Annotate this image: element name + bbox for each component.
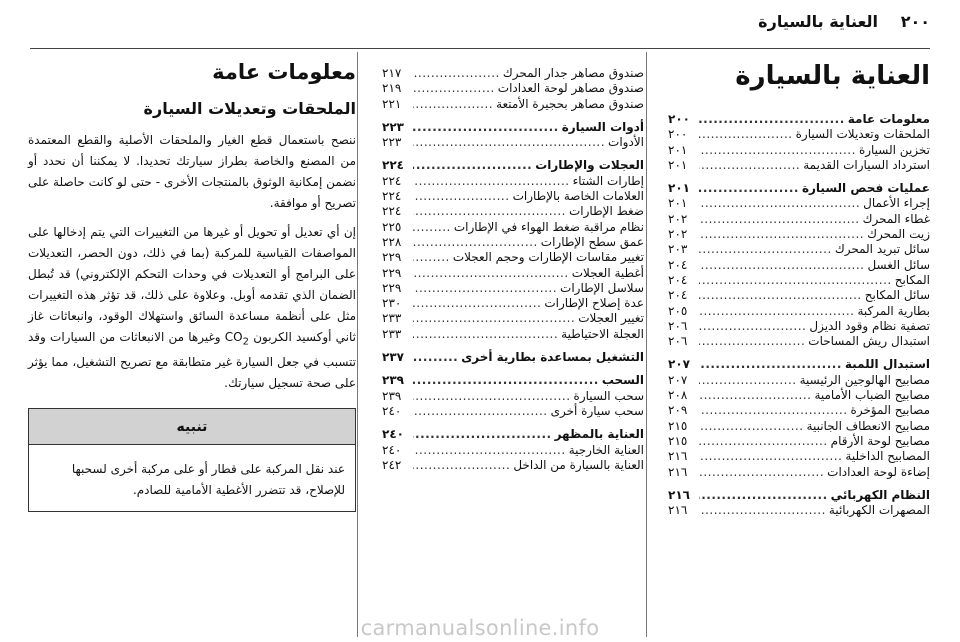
toc-section-entry[interactable]	[668, 112, 930, 127]
toc-page-number: ٢٢٤	[382, 173, 402, 188]
toc-page-number: ٢٠٧	[668, 357, 690, 372]
toc-entry-title: سحب السيارة	[573, 388, 644, 403]
toc-page-number: ٢٤٠	[382, 442, 402, 457]
toc-entry-title: تخزين السيارة	[858, 142, 930, 157]
toc-page-number: ٢١٥	[668, 433, 688, 448]
toc-entry[interactable]	[668, 288, 930, 303]
toc-leader-dots	[699, 465, 824, 480]
toc-page-number: ٢١٧	[382, 66, 402, 80]
toc-page-number: ٢١٦	[668, 449, 688, 464]
toc-leader-dots	[413, 311, 575, 326]
toc-page-number: ٢٠٦	[668, 334, 688, 349]
toc-entry[interactable]	[382, 66, 644, 81]
toc-entry[interactable]	[382, 311, 644, 326]
toc-page-number: ٢٠٢	[668, 227, 688, 242]
toc-leader-dots	[699, 373, 797, 388]
toc-entry[interactable]	[668, 158, 930, 173]
toc-entry-title: المكابح	[894, 272, 930, 287]
toc-page-number: ٢٠٠	[668, 127, 688, 142]
accessories-subheading: الملحقات وتعديلات السيارة	[143, 99, 356, 118]
toc-entry[interactable]	[382, 404, 644, 419]
toc-entry[interactable]	[668, 434, 930, 449]
toc-leader-dots	[413, 281, 557, 296]
toc-leader-dots	[413, 404, 548, 419]
toc-leader-dots	[699, 112, 845, 127]
toc-entry-title: نظام مراقبة ضغط الهواء في الإطارات	[453, 219, 644, 234]
toc-entry[interactable]	[382, 250, 644, 265]
toc-entry-title: غطاء المحرك	[862, 211, 930, 226]
toc-entry-title: العناية بالسيارة من الداخل	[513, 457, 644, 472]
toc-page-number: ٢٢٤	[382, 189, 402, 204]
toc-leader-dots	[413, 189, 510, 204]
toc-page-number: ٢٠٤	[668, 272, 688, 287]
toc-leader-dots	[413, 250, 450, 265]
toc-entry-title: استرداد السيارات القديمة	[803, 157, 930, 172]
toc-page-number: ٢٢٤	[382, 158, 404, 173]
toc-page-number: ٢٣٧	[382, 350, 404, 365]
toc-entry-title: الملحقات وتعديلات السيارة	[795, 127, 930, 142]
toc-entry[interactable]	[668, 465, 930, 480]
toc-leader-dots	[699, 288, 862, 303]
toc-page-number: ٢٠٩	[668, 403, 688, 418]
general-info-heading: معلومات عامة	[212, 60, 356, 84]
toc-entry-title: المصهرات الكهربائية	[828, 503, 930, 518]
toc-leader-dots	[699, 158, 800, 173]
toc-entry-title: معلومات عامة	[847, 112, 930, 126]
toc-entry-title: المصابيح الداخلية	[845, 449, 930, 464]
toc-leader-dots	[413, 373, 599, 388]
toc-leader-dots	[413, 220, 451, 235]
toc-page-number: ٢٠١	[668, 181, 690, 196]
toc-leader-dots	[699, 334, 805, 349]
toc-entry[interactable]	[382, 174, 644, 189]
column-divider-left	[357, 52, 358, 637]
toc-entry[interactable]	[668, 227, 930, 242]
toc-leader-dots	[699, 227, 864, 242]
toc-entry-title: مصابيح الانعطاف الجانبية	[806, 418, 930, 433]
toc-leader-dots	[413, 296, 541, 311]
toc-page-number: ٢٠٨	[668, 388, 688, 403]
notice-text: عند نقل المركبة على قطار أو على مركبة أخرى لسحبها للإصلاح، قد تتضرر الأغطية الأمامية للصادم.	[71, 462, 345, 498]
toc-leader-dots	[699, 388, 811, 403]
toc-page-number: ٢٢٣	[382, 135, 402, 150]
toc-entry-title: عمليات فحص السيارة	[801, 181, 930, 196]
toc-page-number: ٢٣٩	[382, 373, 404, 388]
toc-section-entry[interactable]	[382, 120, 644, 135]
toc-page-number: ٢٢٩	[382, 265, 402, 280]
toc-entry-title: صندوق مصاهر لوحة العدادات	[497, 81, 644, 96]
toc-entry-title: ضغط الإطارات	[569, 204, 644, 219]
toc-page-number: ٢٠٣	[668, 242, 688, 257]
toc-leader-dots	[413, 327, 558, 342]
toc-entry[interactable]	[382, 266, 644, 281]
toc-column-right	[668, 58, 930, 518]
toc-leader-dots	[699, 304, 854, 319]
toc-entry[interactable]	[382, 281, 644, 296]
toc-section-entry[interactable]	[668, 357, 930, 372]
co2-subscript: 2	[242, 336, 249, 348]
toc-entry[interactable]	[668, 334, 930, 349]
toc-entry-title: صندوق مصاهر جدار المحرك	[502, 66, 644, 80]
toc-leader-dots	[699, 143, 856, 158]
accessories-paragraph-2	[28, 222, 356, 394]
toc-entry-title: إجراء الأعمال	[863, 196, 930, 211]
toc-page-number: ٢٢٩	[382, 250, 402, 265]
toc-entry[interactable]	[382, 135, 644, 150]
toc-entry[interactable]	[668, 403, 930, 418]
toc-leader-dots	[413, 389, 571, 404]
toc-entry[interactable]	[382, 204, 644, 219]
toc-leader-dots	[699, 357, 842, 372]
toc-column-middle	[382, 66, 644, 473]
toc-leader-dots	[699, 419, 804, 434]
toc-entry-title: تغيير العجلات	[578, 311, 644, 326]
toc-entry[interactable]	[668, 419, 930, 434]
toc-entry[interactable]	[382, 220, 644, 235]
toc-entry-title: إطارات الشتاء	[572, 173, 644, 188]
accessories-paragraph-1: ننصح باستعمال قطع الغيار والملحقات الأصلية والقطع المعتمدة من المصنع والخاصة بطراز سيارتك تحديدا. لا يمكننا أن نحدد أو نضمن إمكانية الوثوق بالمنتجات الأخرى - حتى لو كانت حاصلة على تصريح أو موافقة.	[28, 133, 356, 210]
toc-leader-dots	[413, 458, 510, 473]
toc-entry[interactable]	[668, 127, 930, 142]
toc-leader-dots	[413, 66, 500, 81]
page-number: ٢٠٠	[900, 12, 930, 31]
toc-page-number: ٢٠٢	[668, 211, 688, 226]
toc-page-number: ٢٤٠	[382, 427, 404, 442]
toc-entry-title: سلاسل الإطارات	[560, 280, 644, 295]
toc-entry-title: تصفية نظام وقود الديزل	[809, 318, 930, 333]
toc-page-number: ٢٣٣	[382, 326, 402, 341]
toc-entry-title: الأدوات	[608, 135, 644, 150]
toc-page-number: ٢٠١	[668, 196, 688, 211]
general-info-column	[28, 58, 356, 512]
toc-leader-dots	[413, 266, 569, 281]
toc-entry[interactable]	[382, 97, 644, 112]
toc-page-number: ٢٠٤	[668, 257, 688, 272]
toc-entry[interactable]	[382, 458, 644, 473]
toc-page-number: ٢٤٠	[382, 403, 402, 418]
toc-leader-dots	[699, 503, 826, 518]
toc-leader-dots	[413, 120, 559, 135]
toc-entry-title: استبدال اللمبة	[844, 357, 930, 372]
toc-list-right	[668, 112, 930, 518]
toc-leader-dots	[699, 273, 892, 288]
toc-entry-title: سائل تبريد المحرك	[834, 242, 930, 257]
toc-page-number: ٢٢٣	[382, 119, 404, 134]
toc-entry[interactable]	[668, 196, 930, 211]
toc-page-number: ٢٠٦	[668, 318, 688, 333]
toc-leader-dots	[413, 427, 552, 442]
column-divider-right	[646, 52, 647, 637]
toc-page-number: ٢٣٣	[382, 311, 402, 326]
toc-entry-title: عمق سطح الإطارات	[540, 234, 644, 249]
toc-entry[interactable]	[668, 304, 930, 319]
toc-entry-title: سحب سيارة أخرى	[550, 403, 644, 418]
toc-leader-dots	[413, 443, 566, 458]
toc-section-entry[interactable]	[382, 427, 644, 442]
toc-leader-dots	[699, 212, 860, 227]
paragraph-2-text-b: وغيرها من الانبعاثات من السيارات وقد تتسبب في جعل السيارة غير متطابقة مع تصريح التشغيل، مما يؤثر على صحة تسجيل سيارتك.	[28, 330, 356, 391]
toc-leader-dots	[413, 235, 538, 250]
toc-page-number: ٢٠٠	[668, 112, 690, 126]
toc-section-entry[interactable]	[382, 350, 644, 365]
toc-entry-title: استبدال ريش المساحات	[808, 334, 930, 349]
toc-section-entry[interactable]	[382, 373, 644, 388]
toc-page-number: ٢٠١	[668, 157, 688, 172]
toc-page-number: ٢٤٢	[382, 457, 402, 472]
toc-entry-title: التشغيل بمساعدة بطارية أخرى	[461, 350, 644, 365]
toc-section-entry[interactable]	[668, 181, 930, 196]
toc-entry-title: السحب	[601, 373, 644, 388]
watermark: carmanualsonline.info	[360, 616, 600, 640]
toc-entry-title: العجلة الاحتياطية	[561, 326, 644, 341]
toc-page-number: ٢٣٩	[382, 388, 402, 403]
notice-title: تنبيه	[29, 409, 355, 445]
toc-entry[interactable]	[382, 189, 644, 204]
toc-entry[interactable]	[668, 273, 930, 288]
toc-entry-title: زيت المحرك	[867, 227, 930, 242]
toc-entry[interactable]	[382, 327, 644, 342]
toc-page-number: ٢٠٤	[668, 288, 688, 303]
toc-entry-title: تغيير مقاسات الإطارات وحجم العجلات	[452, 250, 644, 265]
toc-entry[interactable]	[668, 212, 930, 227]
chapter-title: العناية بالسيارة	[735, 61, 930, 91]
toc-leader-dots	[699, 449, 842, 464]
toc-entry-title: مصابيح الضباب الأمامية	[814, 388, 930, 403]
toc-entry-title: إضاءة لوحة العدادات	[827, 464, 930, 479]
toc-entry-title: مصابيح الهالوجين الرئيسية	[799, 372, 930, 387]
toc-leader-dots	[413, 135, 605, 150]
toc-page-number: ٢٢٤	[382, 204, 402, 219]
toc-entry[interactable]	[382, 81, 644, 96]
toc-entry[interactable]	[382, 235, 644, 250]
toc-leader-dots	[413, 81, 495, 96]
toc-entry-title: بطارية المركبة	[857, 303, 930, 318]
toc-entry-title: مصابيح لوحة الأرقام	[830, 433, 930, 448]
toc-leader-dots	[699, 488, 828, 503]
toc-entry-title: العجلات والإطارات	[535, 158, 644, 173]
toc-entry[interactable]	[668, 242, 930, 257]
toc-entry-title: سائل المكابح	[864, 288, 930, 303]
toc-leader-dots	[699, 434, 828, 449]
toc-entry[interactable]	[382, 389, 644, 404]
toc-leader-dots	[413, 174, 570, 189]
toc-leader-dots	[699, 319, 806, 334]
page-header	[0, 0, 960, 48]
toc-page-number: ٢٠٧	[668, 372, 688, 387]
toc-entry-title: صندوق مصاهر بحجيرة الأمتعة	[496, 96, 644, 111]
toc-entry-title: أغطية العجلات	[571, 265, 644, 280]
paragraph-2-text-a: إن أي تعديل أو تحويل أو غيرها من التغييرات التي يتم إدخالها على المواصفات القياسية للمركبة (بما في ذلك، دون الحصر، التعديلات على البرامج أو التعديلات في وحدات التحكم الإلكتروني) قد تُبطل الضمان الذي تقدمه أوبل. وعلاوة على ذلك، قد تؤثر هذه التغييرات مثل على أنظمة مساعدة السائق واستهلاك الوقود، وانبعاثات غاز ثاني أوكسيد الكربون CO	[28, 225, 356, 344]
toc-entry[interactable]	[668, 319, 930, 334]
toc-page-number: ٢١٦	[668, 487, 690, 502]
toc-entry[interactable]	[382, 296, 644, 311]
toc-entry-title: العلامات الخاصة بالإطارات	[512, 189, 644, 204]
toc-leader-dots	[699, 196, 860, 211]
toc-page-number: ٢٢٥	[382, 219, 402, 234]
toc-entry[interactable]	[668, 388, 930, 403]
toc-entry[interactable]	[668, 143, 930, 158]
running-title: العناية بالسيارة	[758, 12, 878, 31]
notice-box	[28, 408, 356, 512]
toc-leader-dots	[413, 204, 566, 219]
toc-entry[interactable]	[668, 503, 930, 518]
toc-leader-dots	[699, 242, 832, 257]
toc-leader-dots	[699, 127, 793, 142]
toc-page-number: ٢٢٨	[382, 234, 402, 249]
toc-page-number: ٢٠٥	[668, 303, 688, 318]
toc-entry-title: العناية الخارجية	[568, 442, 644, 457]
toc-section-entry[interactable]	[668, 488, 930, 503]
toc-entry[interactable]	[668, 373, 930, 388]
toc-page-number: ٢٢٩	[382, 280, 402, 295]
toc-entry-title: العناية بالمظهر	[554, 427, 644, 442]
toc-entry[interactable]	[382, 443, 644, 458]
toc-leader-dots	[699, 258, 864, 273]
toc-entry-title: سائل الغسل	[867, 257, 930, 272]
toc-entry-title: النظام الكهربائي	[830, 487, 930, 502]
toc-page-number: ٢١٦	[668, 503, 688, 518]
toc-leader-dots	[413, 350, 458, 365]
toc-leader-dots	[413, 158, 532, 173]
toc-entry[interactable]	[668, 449, 930, 464]
toc-section-entry[interactable]	[382, 158, 644, 173]
toc-entry-title: عدة إصلاح الإطارات	[544, 296, 644, 311]
toc-list-middle	[382, 66, 644, 473]
toc-page-number: ٢٠١	[668, 142, 688, 157]
toc-entry-title: أدوات السيارة	[561, 119, 644, 134]
toc-page-number: ٢٢١	[382, 96, 402, 111]
toc-page-number: ٢١٦	[668, 464, 688, 479]
toc-page-number: ٢٣٠	[382, 296, 402, 311]
toc-page-number: ٢١٥	[668, 418, 688, 433]
toc-entry[interactable]	[668, 258, 930, 273]
toc-leader-dots	[699, 181, 799, 196]
toc-entry-title: مصابيح المؤخرة	[850, 403, 930, 418]
header-divider	[30, 48, 930, 49]
toc-leader-dots	[699, 403, 848, 418]
toc-page-number: ٢١٩	[382, 81, 402, 96]
toc-leader-dots	[413, 97, 493, 112]
